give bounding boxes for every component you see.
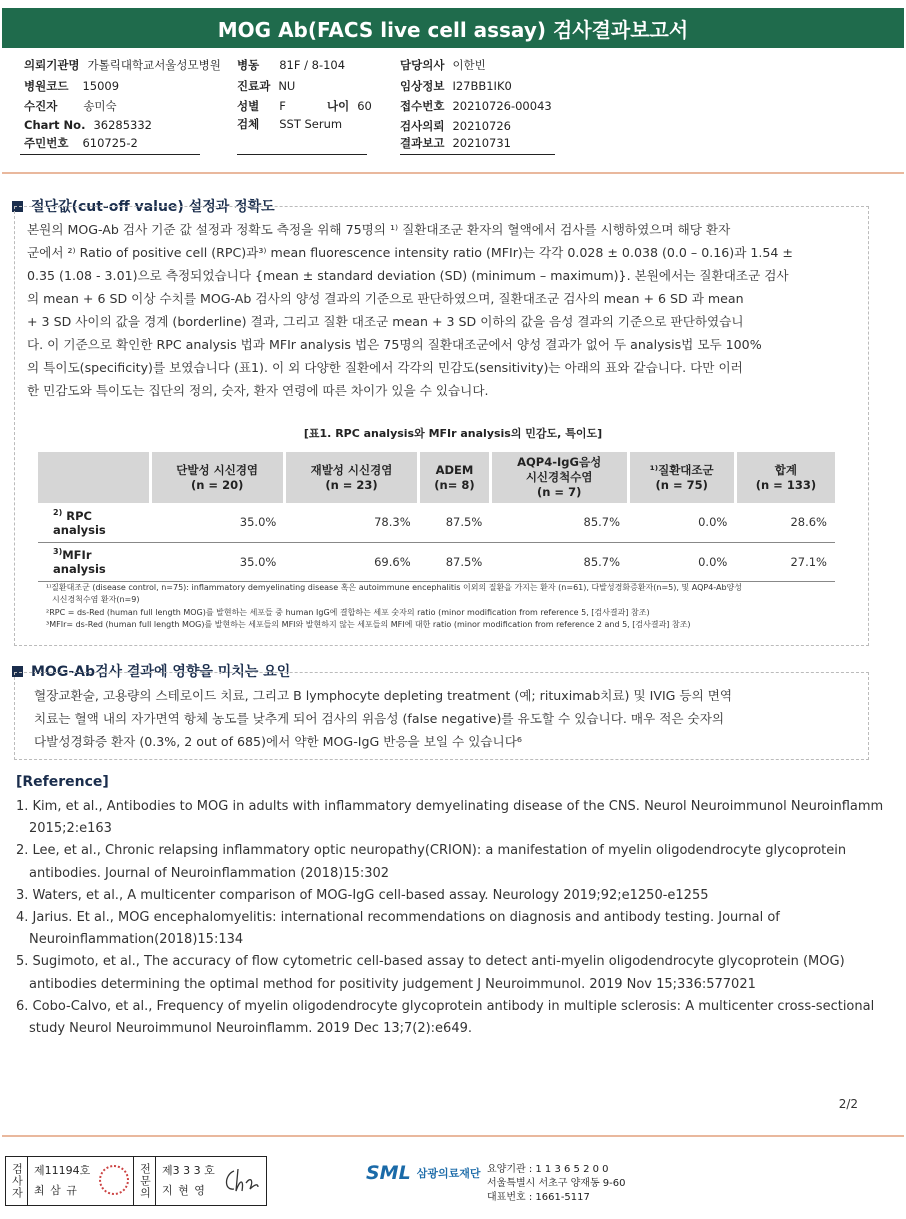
sensitivity-table (38, 452, 835, 582)
row-label: $^{3)}$MFIr analysis (38, 542, 150, 581)
row-label: $^{2)}$ RPC analysis (38, 503, 150, 542)
seal-icon (99, 1165, 129, 1195)
signature-box (5, 1156, 267, 1206)
table-caption: [표1. RPC analysis와 MFIr analysis의 민감도, 특이도] (303, 427, 603, 440)
table-header-cell: ¹⁾질환대조군 (n = 75) (628, 452, 735, 503)
age-field: 나이 60 (327, 99, 372, 113)
examiner-label: 검사자 (6, 1157, 28, 1205)
table-row (38, 542, 835, 581)
footnote: ²RPC = ds-Red (human full length MOG)를 발현하는 세포들 중 human IgG에 결합하는 세포 숫자의 ratio (minor modification from reference 5, [검사결과] 참조) (46, 608, 650, 617)
section-heading: MOG-Ab검사 결과에 영향을 미치는 요인 (12, 661, 290, 681)
institution-logo (366, 1162, 480, 1184)
ward-field: 병동 81F / 8-104 (237, 58, 346, 72)
examiner-info (28, 1157, 134, 1205)
table-cell: 87.5% (419, 542, 491, 581)
section-rule (2, 172, 904, 174)
logo-name: 삼광의료재단 (416, 1167, 481, 1180)
section1-paragraph: 본원의 MOG-Ab 검사 기준 값 설정과 정확도 측정을 위해 75명의 ¹⁾ 질환대조군 환자의 혈액에서 검사를 시행하였으며 해당 환자 군에서 ²⁾ Ratio of positive cell (RPC)과³⁾ mean fluorescence intensity ratio (MFIr)는 각각 0.028 ± 0.038 (0.0 – 0.16)과 1.54 ± 0.35 (1.08 - 3.01)으로 측정되었습니다 {mean ± standard deviation (SD) (minimum – maximum)}. 본원에서는 질환대조군 검사 의 mean + 6 SD 이상 수치를 MOG-Ab 검사의 양성 결과의 기준으로 판단하였으며, 질환대조군 검사의 mean + 6 SD 과 mean + 3 SD 사이의 값을 경계 (borderline) 결과, 그리고 질환 대조군 mean + 3 SD 이하의 값을 음성 결과의 기준으로 판단하였습니 다. 이 기준으로 확인한 RPC analysis 법과 MFIr analysis 법은 75명의 질환대조군에서 양성 결과가 없어 두 analysis법 모두 100% 의 특이도(specificity)를 보였습니다 (표1). 이 외 다양한 질환에서 각각의 민감도(sensitivity)는 아래의 표와 같습니다. 다만 이러 한 민감도와 특이도는 집단의 정의, 숫자, 환자 연령에 따른 차이가 있을 수 있습니다. (27, 222, 793, 398)
footnote: ³MFIr= ds-Red (human full length MOG)를 발현하는 세포들의 MFI와 발현하지 않는 세포들의 MFI에 대한 ratio (minor modification from reference 2 and 5, [검사결과] 참조) (46, 620, 691, 629)
specialist-info (156, 1157, 266, 1205)
page-number: 2/2 (838, 1097, 858, 1111)
table-header-cell: AQP4-IgG음성 시신경척수염 (n = 7) (490, 452, 628, 503)
section2-paragraph: 혈장교환술, 고용량의 스테로이드 치료, 그리고 B lymphocyte depleting treatment (예; rituximab치료) 및 IVIG 등의 면역 치료는 혈액 내의 자가면역 항체 농도를 낮추게 되어 검사의 위음성 (false negative)를 유도할 수 있습니다. 매우 적은 숫자의 다발성경화증 환자 (0.3%, 2 out of 685)에서 약한 MOG-IgG 반응을 보일 수 있습니다⁶ (34, 688, 733, 749)
collector-field: 수진자 송미숙 (24, 99, 117, 113)
table-cell: 0.0% (628, 542, 735, 581)
table-cell: 35.0% (150, 542, 284, 581)
clinical-field: 임상정보 I27BB1IK0 (400, 79, 512, 93)
specimen-field: 검체 SST Serum (237, 117, 343, 131)
section-heading: 절단값(cut-off value) 설정과 정확도 (12, 196, 275, 216)
specialist-number: 제3 3 3 호 (162, 1164, 215, 1177)
institution-info: 요양기관 : 1 1 3 6 5 2 0 0 서울특별시 서초구 양재동 9-60 대표번호 : 1661-5117 (487, 1164, 626, 1203)
table-cell: 27.1% (735, 542, 835, 581)
footnote: ¹⁾질환대조군 (disease control, n=75): inflammatory demyelinating disease 혹은 autoimmune encephalitis 이외의 질환을 가지는 환자 (n=61), 다발성경화증환자(n=5), 및 AQP4-Ab양성 (46, 583, 742, 592)
chart-field: Chart No. 36285332 (24, 118, 152, 132)
footnote: 시신경척수염 환자(n=9) (52, 595, 140, 604)
reference-heading: [Reference] (16, 774, 109, 790)
dept-field: 진료과 NU (237, 79, 296, 93)
table-header-cell: 합계 (n = 133) (735, 452, 835, 503)
reference-list (16, 796, 886, 1040)
table-header-row (38, 452, 835, 503)
table-cell: 78.3% (284, 503, 418, 542)
reference-item: 5. Sugimoto, et al., The accuracy of flow cytometric cell-based assay to detect anti-myelin oligodendrocyte glycoprotein (MOG) antibodies determining the optimal method for positivity judgement J Neuroimmunol. 2019 Nov 15;336:577021 (16, 954, 845, 992)
hospital-field: 의뢰기관명 가톨릭대학교서울성모병원 (24, 58, 221, 72)
signature-icon (220, 1165, 260, 1197)
divider (400, 154, 555, 155)
receipt-field: 접수번호 20210726-00043 (400, 99, 552, 113)
examiner-name: 최 삼 규 (34, 1184, 78, 1197)
report-date-field: 결과보고 20210731 (400, 136, 511, 150)
table-cell: 28.6% (735, 503, 835, 542)
doctor-field: 담당의사 이한빈 (400, 58, 486, 72)
reference-item: 1. Kim, et al., Antibodies to MOG in adults with inflammatory demyelinating disease of the CNS. Neurol Neuroimmunol Neuroinflamm 2015;2:e163 (16, 799, 884, 837)
sex-field: 성별 F (237, 99, 286, 113)
table-cell: 85.7% (490, 542, 628, 581)
reference-item: 4. Jarius. Et al., MOG encephalomyelitis: international recommendations on diagnosis and antibody testing. Journal of Neuroinflammation(2018)15:134 (16, 910, 780, 948)
reference-item: 6. Cobo-Calvo, et al., Frequency of myelin oligodendrocyte glycoprotein antibody in multiple sclerosis: A multicenter cross-sectional study Neurol Neuroimmunol Neuroinflamm. 2019 Dec 13;7(2):e649. (16, 998, 875, 1037)
divider (237, 154, 367, 155)
table-row (38, 503, 835, 542)
table-header-cell (38, 452, 150, 503)
table-cell: 69.6% (284, 542, 418, 581)
table-header-cell: 재발성 시신경염 (n = 23) (284, 452, 418, 503)
reference-item: 2. Lee, et al., Chronic relapsing inflammatory optic neuropathy(CRION): a manifestation of myelin oligodendrocyte glycoprotein antibodies. Journal of Neuroinflammation (2018)15:302 (16, 843, 847, 881)
table-header-cell: 단발성 시신경염 (n = 20) (150, 452, 284, 503)
table-cell: 87.5% (419, 503, 491, 542)
id-field: 주민번호 610725-2 (24, 136, 138, 150)
divider (20, 154, 200, 155)
logo-mark: SML (366, 1162, 411, 1184)
report-title: MOG Ab(FACS live cell assay) 검사결과보고서 (2, 8, 904, 48)
code-field: 병원코드 15009 (24, 79, 120, 93)
specialist-name: 지 현 영 (162, 1184, 206, 1197)
examiner-number: 제11194호 (34, 1164, 91, 1177)
request-field: 검사의뢰 20210726 (400, 119, 511, 133)
table-cell: 0.0% (628, 503, 735, 542)
table-cell: 35.0% (150, 503, 284, 542)
footer-rule (2, 1135, 904, 1137)
table-cell: 85.7% (490, 503, 628, 542)
table-header-cell: ADEM (n= 8) (419, 452, 491, 503)
specialist-label: 전문의 (134, 1157, 156, 1205)
reference-item: 3. Waters, et al., A multicenter comparison of MOG-IgG cell-based assay. Neurology 2019;92;e1250-e1255 (16, 887, 709, 903)
